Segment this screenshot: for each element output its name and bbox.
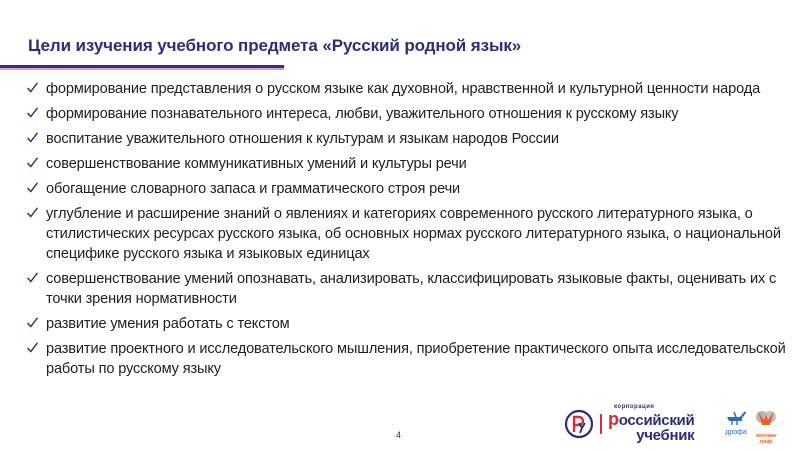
goal-item — [26, 339, 786, 379]
drofa-bird-icon — [724, 408, 748, 426]
logo-small-caption: корпорация — [614, 404, 655, 410]
goal-text: обогащение словарного запаса и грамматического строя речи — [46, 181, 461, 197]
logo-line2: учебник — [636, 427, 695, 444]
check-icon — [26, 106, 39, 119]
check-icon — [26, 81, 39, 94]
slide-title: Цели изучения учебного предмета «Русский родной язык» — [28, 36, 522, 55]
goal-text: воспитание уважительного отношения к культурам и языкам народов России — [46, 131, 559, 147]
logo-first-letter: р — [608, 409, 619, 429]
goal-text: развитие умения работать с текстом — [46, 316, 290, 332]
goal-item — [26, 154, 786, 174]
goal-item — [26, 104, 786, 124]
goal-text: формирование познавательного интереса, любви, уважительного отношения к русскому языку — [46, 106, 679, 122]
goal-text: формирование представления о русском языке как духовной, нравственной и культурной ценности народа — [46, 81, 761, 97]
check-icon — [26, 271, 39, 284]
logo-divider — [600, 414, 602, 434]
logo-rossiyskiy-uchebnik — [564, 404, 694, 443]
goal-item — [26, 269, 786, 309]
graf-label: граф — [759, 439, 773, 445]
ventana-label: вентана — [756, 433, 776, 439]
check-icon — [26, 181, 39, 194]
ventana-mark-icon — [754, 408, 778, 428]
check-icon — [26, 156, 39, 169]
goal-item — [26, 129, 786, 149]
goal-item — [26, 204, 786, 264]
logo-wordmark — [608, 404, 694, 443]
check-icon — [26, 206, 39, 219]
logo-drofa — [724, 408, 748, 436]
logo-line1-rest: оссийский — [618, 412, 695, 429]
check-icon — [26, 131, 39, 144]
goal-text: углубление и расширение знаний о явлениях и категориях современного русского литературного языка, о стилистических ресурсах русского языка, об основных нормах русского литературного языка, о национальной специфике русского языка и языковых единицах — [46, 206, 781, 262]
drofa-label: дрофа — [725, 429, 747, 436]
logo-ventana-graf — [752, 408, 780, 445]
goal-item — [26, 79, 786, 99]
goal-item — [26, 314, 786, 334]
goal-item — [26, 179, 786, 199]
title-underline — [0, 65, 284, 68]
check-icon — [26, 316, 39, 329]
goal-text: совершенствование коммуникативных умений и культуры речи — [46, 156, 467, 172]
goals-list — [26, 79, 786, 384]
goal-text: развитие проектного и исследовательского мышления, приобретение практического опыта исследовательской работы по русскому языку — [46, 341, 786, 377]
page-number: 4 — [396, 430, 402, 440]
ru-monogram-icon — [564, 409, 594, 439]
logo-line1 — [608, 410, 694, 428]
check-icon — [26, 341, 39, 354]
goal-text: совершенствование умений опознавать, анализировать, классифицировать языковые факты, оценивать их с точки зрения нормативности — [46, 271, 777, 307]
